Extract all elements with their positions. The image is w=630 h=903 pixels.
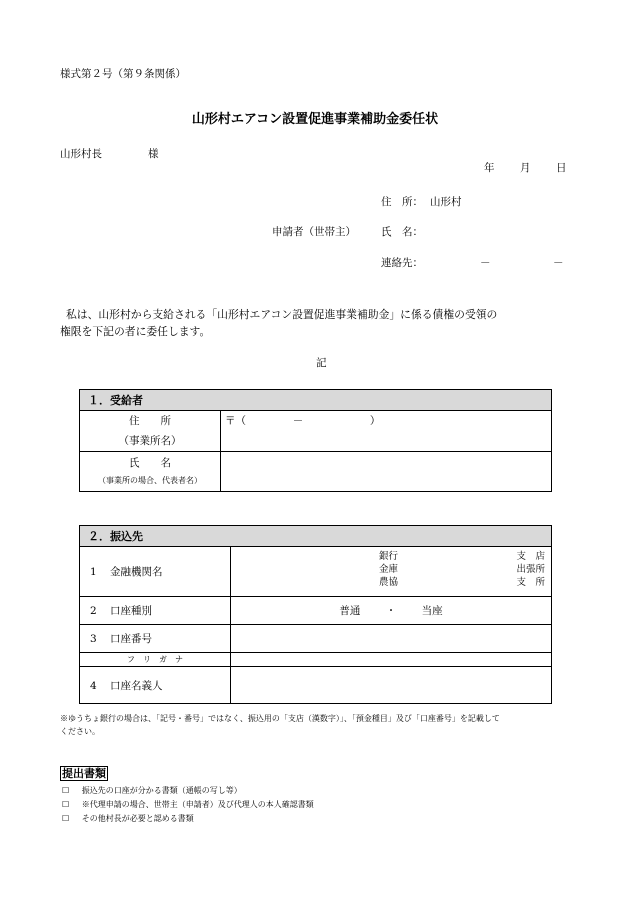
bank-type-bank: 銀行 [379, 551, 399, 562]
account-type-separator: ・ [385, 605, 397, 617]
checkbox-icon[interactable]: ☐ [62, 786, 70, 795]
account-number-label-cell [80, 625, 231, 653]
postal-dash: － [292, 415, 304, 427]
document-item-label: その他村長が必要と認める書類 [81, 814, 194, 823]
bank-name-label-cell [80, 547, 231, 597]
contact-separator-2: － [553, 257, 564, 269]
row-number: 2 [90, 605, 97, 617]
account-type-current[interactable]: 当座 [421, 605, 443, 617]
row-number: 1 [90, 566, 97, 578]
branch-type-office: 出張所 [516, 564, 545, 575]
postal-close: ） [369, 415, 381, 427]
documents-title: 提出書類 [62, 767, 106, 780]
applicant-name-label: 氏 名： [381, 226, 423, 238]
branch-type-branch: 支 店 [516, 551, 545, 562]
branch-types [516, 550, 545, 589]
branch-type-sub: 支 所 [516, 577, 545, 588]
recipient-name-label-cell [80, 452, 221, 492]
account-type-normal[interactable]: 普通 [339, 605, 361, 617]
account-type-label: 口座種別 [110, 605, 153, 617]
bank-name-label: 金融機関名 [110, 566, 163, 578]
checkbox-icon[interactable]: ☐ [62, 814, 70, 823]
document-item [62, 785, 242, 796]
recipient-address-label-cell [80, 411, 221, 452]
date-day: 日 [556, 162, 567, 174]
date-month: 月 [520, 162, 531, 174]
account-number-label: 口座番号 [110, 633, 153, 645]
account-holder-field[interactable] [231, 667, 552, 704]
applicant-role-label: 申請者（世帯主） [272, 226, 356, 238]
recipient-name-sub: （事業所の場合、代表者名） [98, 475, 202, 485]
account-number-field[interactable] [231, 625, 552, 653]
recipient-name-field[interactable] [221, 452, 552, 492]
ki-label: 記 [316, 357, 327, 369]
recipient-name-label: 氏 名 [129, 456, 171, 469]
applicant-address-value: 山形村 [430, 196, 462, 208]
bank-type-nokyo: 農協 [379, 577, 399, 588]
row-number: 4 [90, 679, 97, 692]
recipient-address-label: 住 所 [129, 415, 171, 427]
body-text-line2: 権限を下記の者に委任します。 [60, 325, 211, 338]
bank-types [379, 550, 398, 589]
recipient-table [79, 389, 552, 492]
furigana-label-cell [80, 653, 231, 667]
bank-name-field[interactable] [231, 547, 552, 597]
account-type-field[interactable] [231, 597, 552, 625]
recipient-address-field[interactable] [221, 411, 552, 452]
form-number: 様式第２号（第９条関係） [60, 68, 186, 80]
contact-separator-1: － [480, 257, 491, 269]
account-holder-label: 口座名義人 [110, 679, 163, 692]
document-item [62, 813, 194, 824]
checkbox-icon[interactable]: ☐ [62, 800, 70, 809]
transfer-table [79, 525, 552, 704]
furigana-field[interactable] [231, 653, 552, 667]
document-item-label: ※代理申請の場合、世帯主（申請者）及び代理人の本人確認書類 [81, 800, 314, 809]
body-text-line1: 私は、山形村から支給される「山形村エアコン設置促進事業補助金」に係る債権の受領の [66, 308, 498, 321]
date-year: 年 [484, 162, 495, 174]
transfer-header: ２．振込先 [80, 526, 552, 547]
account-holder-label-cell [80, 667, 231, 704]
addressee-honorific: 様 [148, 148, 159, 160]
document-title: 山形村エアコン設置促進事業補助金委任状 [191, 112, 439, 127]
document-item [62, 799, 314, 810]
recipient-header: １．受給者 [80, 390, 552, 411]
applicant-contact-label: 連絡先： [381, 257, 423, 269]
note-line2: ください。 [60, 727, 100, 736]
row-number: 3 [90, 633, 97, 645]
bank-type-shinkin: 金庫 [379, 564, 399, 575]
document-item-label: 振込先の口座が分かる書類（通帳の写し等） [81, 786, 242, 795]
addressee-name: 山形村長 [60, 148, 102, 160]
recipient-address-sub: （事業所名） [118, 435, 182, 447]
postal-mark: 〒（ [225, 415, 246, 427]
furigana-label: フ リ ガ ナ [127, 655, 183, 664]
note-line1: ※ゆうちょ銀行の場合は、「記号・番号」ではなく、振込用の「支店（漢数字）」、「預金種目」及び「口座番号」を記載して [60, 714, 500, 723]
account-type-label-cell [80, 597, 231, 625]
applicant-address-label: 住 所： [381, 196, 423, 208]
